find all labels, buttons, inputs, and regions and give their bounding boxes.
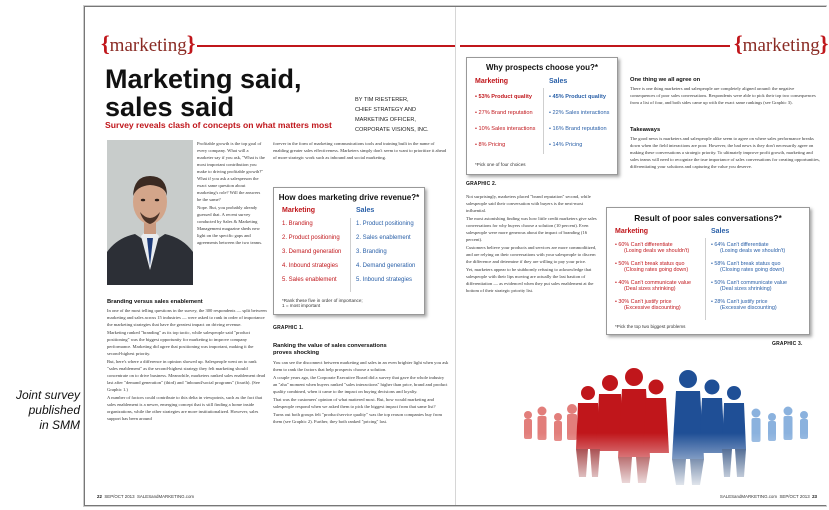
marketing-consequence-item: • 30% Can't justify price (Excessive discounting) [615,299,681,311]
marketing-choice-item: • 53% Product quality [475,94,532,100]
body-paragraph: Profitable growth is the top goal of every company. What will a marketer say if you ask, "What is the most important contribution you make to driving profitable growth?" What if you ask a salesperson the exact same question about marketing's role? Will the answers be the same? [197,141,265,202]
heading-line: proves shocking [273,350,320,356]
right-column-1 [466,193,600,295]
sales-consequence-item: • 64% Can't differentiate (Losing deals we shouldn't) [711,242,786,254]
marketing-choice-item: • 8% Pricing [475,142,506,148]
issue-date: SEP/OCT 2013 [104,494,135,499]
byline-line: BY TIM RIESTERER, [355,97,409,103]
sales-choice-item: • 45% Product quality [549,94,606,100]
marketing-choice-item: • 27% Brand reputation [475,110,533,116]
graphic-label: GRAPHIC 1. [273,325,304,331]
graphic-title: Why prospects choose you?* [485,63,599,72]
body-paragraph: A couple years ago, the Corporate Executive Board did a survey that gave the whole industry an "aha" moment when buyers ranked "sales interactions" higher than price, brand and product quality combined, when it came to the impact on buying decisions and loyalty. [273,375,448,394]
byline-line: MARKETING OFFICER, [355,117,416,123]
marketing-choice-item: • 10% Sales interactions [475,126,536,132]
sales-rank-item: 2. Sales enablement [356,235,411,241]
body-paragraph: Marketing ranked "branding" as its top tactic, while salespeople said "product positioning" was the biggest opportunity for marketing to improve company performance. Marketing did agree that positioning was important, making it the second-highest priority. [107,330,254,356]
body-paragraph: The good news is marketers and salespeople alike seem to agree on where sales performance breaks down when the field interactions are poor. However, the bad news is they don't necessarily agree on making these conversations a strategic priority. To ultimately improve profit growth, marketing and sales teams will need to recognize the true importance of sales conversations for creating opportunities, differentiating your solutions and capturing the value you deserve. [630,136,820,169]
page-number: 23 [812,494,817,499]
page-folio [720,494,817,499]
sales-rank-item: 5. Inbound strategies [356,277,413,283]
marketing-column-header: Marketing [282,207,316,214]
left-page [85,7,456,505]
section-rule [460,45,730,47]
graphic-label: GRAPHIC 3. [772,341,803,347]
body-paragraph: You can see the disconnect between marketing and sales in an even brighter light when you ask them to rank the factors that help prospects choose a solution. [273,360,449,372]
graphic-3-box [606,207,810,335]
byline [355,95,455,135]
sales-consequence-item: • 50% Can't communicate value (Deal sizes shrinking) [711,280,788,292]
mid-column-top [273,140,451,162]
site-name: SALESandMARKETING.com [719,494,778,499]
sales-choice-item: • 14% Pricing [549,142,583,148]
page-folio [97,494,194,499]
sales-consequence-item: • 28% Can't justify price (Excessive discounting) [711,299,777,311]
sales-consequence-item: • 58% Can't break status quo (Closing rates going down) [711,261,785,273]
page-number: 22 [97,494,102,499]
section-heading: One thing we all agree on [630,77,701,83]
graphic-2-box [466,57,618,175]
right-column-2-bottom [630,135,820,171]
column-divider [705,238,706,320]
body-paragraph: That was the customers' opinion of what mattered most. But, how would marketing and salespeople respond when we asked them to pick the biggest impact from that same list? [273,397,436,409]
body-paragraph: Customers believe your products and services are more commoditized, and are relying on their conversations with your salespeople to discern the difference and determine if they are willing to pay your price. [466,245,597,264]
marketing-column-header: Marketing [615,228,649,235]
article-headline [105,65,302,121]
graphic-label: GRAPHIC 2. [466,181,497,187]
graphic-title: Result of poor sales conversations?* [634,213,782,223]
right-column-2-top [630,85,820,107]
byline-line: CORPORATE VISIONS, INC. [355,127,429,133]
body-paragraph: Nope. But, you probably already guessed that. A recent survey conducted by Sales & Marketing Management magazine sheds new light on the specific gaps and agreements between the two teams. [197,205,263,245]
headline-line: Marketing said, [105,64,302,94]
graphic-footnote: *Pick one of four choices [475,162,526,167]
marketing-rank-item: 3. Demand generation [282,249,342,255]
issue-date: SEP/OCT 2013 [779,494,810,499]
body-paragraph: But, here's where a difference in opinion showed up. Salespeople went on to rank "sales enablement" as the second-highest strategy they felt marketing should concentrate on to drive business. Meanwhile, marketers ranked sales enablement dead last after "demand generation" (third) and "inbound/social programs" (fourth). (See Graphic 1.) [107,359,266,392]
footnote-line: 1 = most important [282,303,321,308]
section-rule [197,45,455,47]
body-paragraph: Yet, marketers appear to be stubbornly refusing to acknowledge that salespeople with their lips moving are actually the last bastion of differentiation — as evidenced when they put sales enablement at the bottom of their strategic priority list. [466,267,594,293]
headline-line: sales said [105,92,235,122]
right-page [456,7,827,505]
sales-choice-item: • 22% Sales interactions [549,110,610,116]
section-heading [273,343,387,357]
graphic-footnote: *Pick the top two biggest problems [615,324,686,329]
article-subhead: Survey reveals clash of concepts on what matters most [105,120,332,130]
sales-column-header: Sales [549,78,568,85]
caption-line: published [28,403,80,417]
marketing-consequence-item: • 40% Can't communicate value (Deal sizes shrinking) [615,280,692,292]
sales-column-header: Sales [711,228,730,235]
graphic-title: How does marketing drive revenue?* [278,193,420,202]
ranking-column [273,359,449,426]
marketing-rank-item: 2. Product positioning [282,235,340,241]
graphic-footnote [282,298,363,308]
marketing-consequence-item: • 50% Can't break status quo (Closing rates going down) [615,261,689,273]
body-paragraph: forever in the form of marketing communications tools and training built in the name of enabling greater sales effectiveness. Marketers simply don't seem to want to prioritize it ahead of more strategic work such as inbound and social marketing. [273,141,447,160]
sales-rank-item: 3. Branding [356,249,387,255]
marketing-column-header: Marketing [475,78,509,85]
marketing-rank-item: 1. Branding [282,221,313,227]
business-crowd-illustration [516,337,816,487]
heading-line: Ranking the value of sales conversations [273,343,387,349]
author-photo [107,140,193,285]
figure-caption [0,388,80,433]
sales-rank-item: 4. Demand generation [356,263,416,269]
site-name: SALESandMARKETING.com [136,494,195,499]
section-tag: {marketing} [734,31,829,56]
branding-column [107,307,267,423]
marketing-rank-item: 4. Inbound strategies [282,263,339,269]
section-heading: Branding versus sales enablement [107,299,203,305]
column-divider [350,218,351,292]
marketing-rank-item: 5. Sales enablement [282,277,337,283]
magazine-spread [84,6,829,506]
section-heading: Takeaways [630,127,661,133]
byline-line: CHIEF STRATEGY AND [355,107,417,113]
sales-choice-item: • 16% Brand reputation [549,126,607,132]
body-paragraph: The most astonishing finding was how little credit marketers give sales conversations for why buyers choose a solution (10 percent). Even salespeople were more generous about the impact of branding (16 percent). [466,216,597,242]
sales-rank-item: 1. Product positioning [356,221,414,227]
intro-column [197,140,265,247]
section-tag-label: marketing [109,35,187,56]
section-tag: {marketing} [101,31,196,56]
sales-column-header: Sales [356,207,375,214]
body-paragraph: Not surprisingly, marketers placed "brand reputation" second, while salespeople said their conversation with buyers is the next-most influential. [466,194,591,213]
caption-line: in SMM [39,418,80,432]
marketing-consequence-item: • 60% Can't differentiate (Losing deals we shouldn't) [615,242,690,254]
caption-line: Joint survey [15,388,80,402]
column-divider [543,88,544,154]
footnote-line: *Rank these five in order of importance; [282,298,363,303]
section-tag-label: marketing [742,35,820,56]
body-paragraph: In one of the most telling questions in the survey, the 300 respondents — split between marketing and sales across 15 industries — were asked to rank in order of importance the marketing strategies that have the greatest impact on driving revenue. [107,308,267,327]
graphic-1-box [273,187,425,315]
body-paragraph: A number of factors could contribute to this delta in viewpoints, such as the fact that sales enablement is a newer, emerging concept that is still finding a home inside organizations, while the other strategies are more institutionalized. However, sales support has been around [107,395,263,421]
author-portrait-image [107,140,193,285]
body-paragraph: Turns out both groups felt "product/service quality" was the top reason companies buy from them (see Graphic 2). Further, they both ranked "pricing" last. [273,412,443,424]
body-paragraph: There is one thing marketers and salespeople are completely aligned around: the negative consequences of poor sales conversations. Respondents were able to pick their top two consequences from a list of four, and both sides came up with the exact same rankings (see Graphic 3). [630,86,816,105]
